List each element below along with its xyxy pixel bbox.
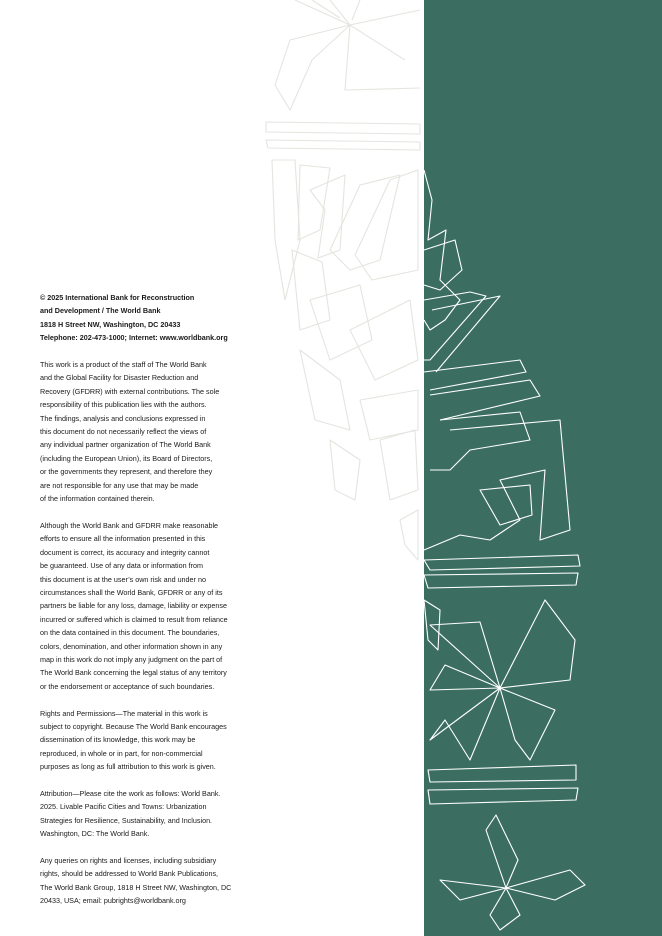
text-line: 2025. Livable Pacific Cities and Towns: Urbanization [40, 802, 207, 812]
text-line: this document is at the user’s own risk and under no [40, 574, 206, 584]
text-line: responsibility of this publication lies with the authors. [40, 400, 207, 410]
text-line: Washington, DC: The World Bank. [40, 829, 150, 839]
text-line: The World Bank Group, 1818 H Street NW, Washington, DC [40, 882, 232, 892]
text-line: Any queries on rights and licenses, including subsidiary [40, 855, 217, 865]
disclaimer-paragraph-1 [40, 358, 255, 505]
text-line: are not responsible for any use that may be made [40, 480, 199, 490]
copyright-block [40, 291, 255, 345]
text-line: reproduced, in whole or in part, for non-commercial [40, 748, 203, 758]
text-line: map in this work do not imply any judgment on the part of [40, 654, 223, 664]
text-line: Strategies for Resilience, Sustainability, and Inclusion. [40, 815, 213, 825]
text-line: The World Bank concerning the legal status of any territory [40, 668, 227, 678]
text-line: this document do not necessarily reflect the views of [40, 427, 207, 437]
text-line: This work is a product of the staff of The World Bank [40, 360, 207, 370]
text-line: Rights and Permissions—The material in this work is [40, 708, 208, 718]
text-line: subject to copyright. Because The World Bank encourages [40, 721, 227, 731]
text-line: Although the World Bank and GFDRR make reasonable [40, 520, 219, 530]
text-line: incurred or suffered which is claimed to result from reliance [40, 614, 228, 624]
text-line: 20433, USA; email: pubrights@worldbank.org [40, 896, 186, 906]
text-line: efforts to ensure all the information presented in this [40, 534, 206, 544]
text-line: or the governments they represent, and therefore they [40, 467, 213, 477]
text-line: or the endorsement or acceptance of such boundaries. [40, 681, 215, 691]
disclaimer-paragraph-2 [40, 519, 255, 693]
text-line: on the data contained in this document. The boundaries, [40, 628, 220, 638]
text-line: colors, denomination, and other information shown in any [40, 641, 223, 651]
text-line: The findings, analysis and conclusions expressed in [40, 413, 206, 423]
text-line: partners be liable for any loss, damage, liability or expense [40, 601, 227, 611]
copyright-line: © 2025 International Bank for Reconstruction [40, 293, 195, 302]
text-line: be guaranteed. Use of any data or information from [40, 561, 204, 571]
text-line: dissemination of its knowledge, this work may be [40, 735, 196, 745]
copyright-page-text [40, 291, 255, 921]
attribution-paragraph [40, 787, 255, 841]
address-line: 1818 H Street NW, Washington, DC 20433 [40, 319, 181, 329]
text-line: and the Global Facility for Disaster Reduction and [40, 373, 199, 383]
text-line: Attribution—Please cite the work as follows: World Bank. [40, 788, 221, 798]
text-line: of the information contained therein. [40, 494, 155, 504]
text-line: any individual partner organization of The World Bank [40, 440, 211, 450]
text-line: (including the European Union), its Board of Directors, [40, 453, 213, 463]
queries-paragraph [40, 854, 255, 908]
text-line: Recovery (GFDRR) with external contributions. The sole [40, 386, 220, 396]
text-line: document is correct, its accuracy and integrity cannot [40, 547, 210, 557]
text-line: circumstances shall the World Bank, GFDRR or any of its [40, 587, 223, 597]
rights-paragraph [40, 707, 255, 774]
copyright-line: and Development / The World Bank [40, 306, 161, 316]
contact-line: Telephone: 202-473-1000; Internet: www.worldbank.org [40, 333, 228, 343]
text-line: rights, should be addressed to World Bank Publications, [40, 869, 219, 879]
text-line: purposes as long as full attribution to this work is given. [40, 762, 216, 772]
